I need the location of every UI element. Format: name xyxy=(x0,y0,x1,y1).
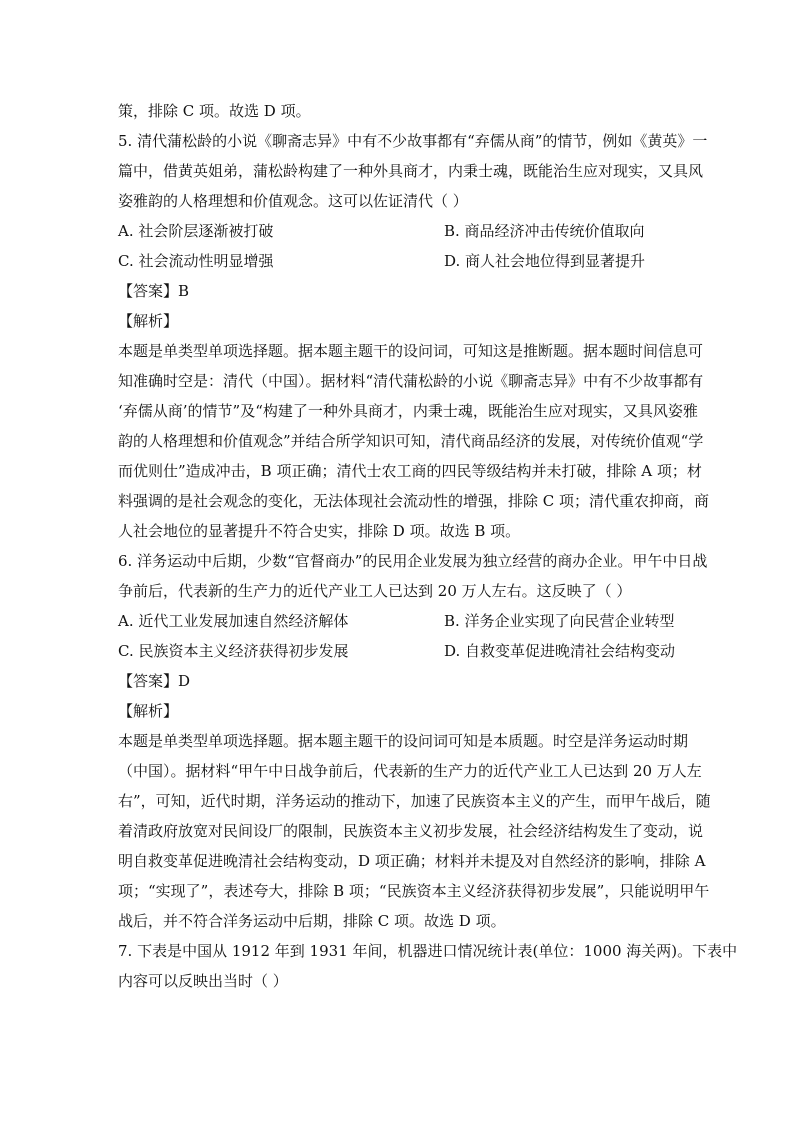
q6-answer: 【答案】D xyxy=(118,672,191,690)
q6-options-row-2 xyxy=(118,636,678,666)
q6-option-a: A. 近代工业发展加速自然经济解体 xyxy=(118,612,349,630)
q6-analysis-line-3: 右”，可知，近代时期，洋务运动的推动下，加速了民族资本主义的产生，而甲午战后，随 xyxy=(118,792,711,810)
q5-analysis-line-5: 而优则仕”造成冲击，B 项正确；清代士农工商的四民等级结构并未打破，排除 A 项；材 xyxy=(118,462,702,480)
q6-analysis-line-5: 明自救变革促进晚清社会结构变动，D 项正确；材料并未提及对自然经济的影响，排除 A xyxy=(118,852,706,870)
q6-option-d: D. 自救变革促进晚清社会结构变动 xyxy=(444,642,676,660)
q5-stem-line-1: 5. 清代蒲松龄的小说《聊斋志异》中有不少故事都有“弃儒从商”的情节，例如《黄英》一 xyxy=(118,132,708,150)
q5-option-d: D. 商人社会地位得到显著提升 xyxy=(444,252,646,270)
question-5 xyxy=(118,126,710,546)
q5-option-c: C. 社会流动性明显增强 xyxy=(118,252,274,270)
carryover-line: 策，排除 C 项。故选 D 项。 xyxy=(118,102,311,120)
question-6 xyxy=(118,546,711,936)
question-7 xyxy=(118,936,738,996)
q5-analysis-line-6: 料强调的是社会观念的变化，无法体现社会流动性的增强，排除 C 项；清代重农抑商，商 xyxy=(118,492,710,510)
q5-stem-line-2: 篇中，借黄英姐弟，蒲松龄构建了一种外具商才，内秉士魂，既能治生应对现实，又具风 xyxy=(118,162,704,180)
q5-options-row-2 xyxy=(118,246,678,276)
q6-analysis-line-2: （中国）。据材料“甲午中日战争前后，代表新的生产力的近代产业工人已达到 20 万人左 xyxy=(118,762,702,780)
q6-stem-line-1: 6. 洋务运动中后期，少数“官督商办”的民用企业发展为独立经营的商办企业。甲午中日战 xyxy=(118,552,708,570)
q6-analysis-line-4: 着清政府放宽对民间设厂的限制，民族资本主义初步发展，社会经济结构发生了变动，说 xyxy=(118,822,704,840)
q5-analysis-label: 【解析】 xyxy=(118,312,179,330)
q6-analysis-line-6: 项；“实现了”，表述夸大，排除 B 项；“民族资本主义经济获得初步发展”，只能说明甲午 xyxy=(118,882,710,900)
q5-analysis-line-2: 知准确时空是：清代（中国）。据材料“清代蒲松龄的小说《聊斋志异》中有不少故事都有 xyxy=(118,372,704,390)
q6-analysis-label: 【解析】 xyxy=(118,702,179,720)
q6-option-c: C. 民族资本主义经济获得初步发展 xyxy=(118,642,349,660)
q6-stem-line-2: 争前后，代表新的生产力的近代产业工人已达到 20 万人左右。这反映了（ ） xyxy=(118,582,632,600)
q5-option-a: A. 社会阶层逐渐被打破 xyxy=(118,222,274,240)
q5-answer: 【答案】B xyxy=(118,282,190,300)
q5-option-b: B. 商品经济冲击传统价值取向 xyxy=(444,222,645,240)
q6-option-b: B. 洋务企业实现了向民营企业转型 xyxy=(444,612,675,630)
document-page xyxy=(118,96,738,996)
q6-analysis-line-7: 战后，并不符合洋务运动中后期，排除 C 项。故选 D 项。 xyxy=(118,912,506,930)
q5-analysis-line-4: 韵的人格理想和价值观念”并结合所学知识可知，清代商品经济的发展，对传统价值观“学 xyxy=(118,432,704,450)
q5-analysis-line-7: 人社会地位的显著提升不符合史实，排除 D 项。故选 B 项。 xyxy=(118,522,521,540)
q5-analysis-line-3: ‘弃儒从商’的情节”及“构建了一种外具商才，内秉士魂，既能治生应对现实，又具风姿雅 xyxy=(118,402,698,420)
q7-stem-line-1: 7. 下表是中国从 1912 年到 1931 年间，机器进口情况统计表(单位：1000 海关两)。下表中 xyxy=(118,942,738,960)
q7-stem-line-2: 内容可以反映出当时（ ） xyxy=(118,972,288,990)
q5-options-row-1 xyxy=(118,216,678,246)
q6-analysis-line-1: 本题是单类型单项选择题。据本题主题干的设问词可知是本质题。时空是洋务运动时期 xyxy=(118,732,689,750)
q5-stem-line-3: 姿雅韵的人格理想和价值观念。这可以佐证清代（ ） xyxy=(118,192,468,210)
q5-analysis-line-1: 本题是单类型单项选择题。据本题主题干的设问词，可知这是推断题。据本题时间信息可 xyxy=(118,342,704,360)
q6-options-row-1 xyxy=(118,606,678,636)
